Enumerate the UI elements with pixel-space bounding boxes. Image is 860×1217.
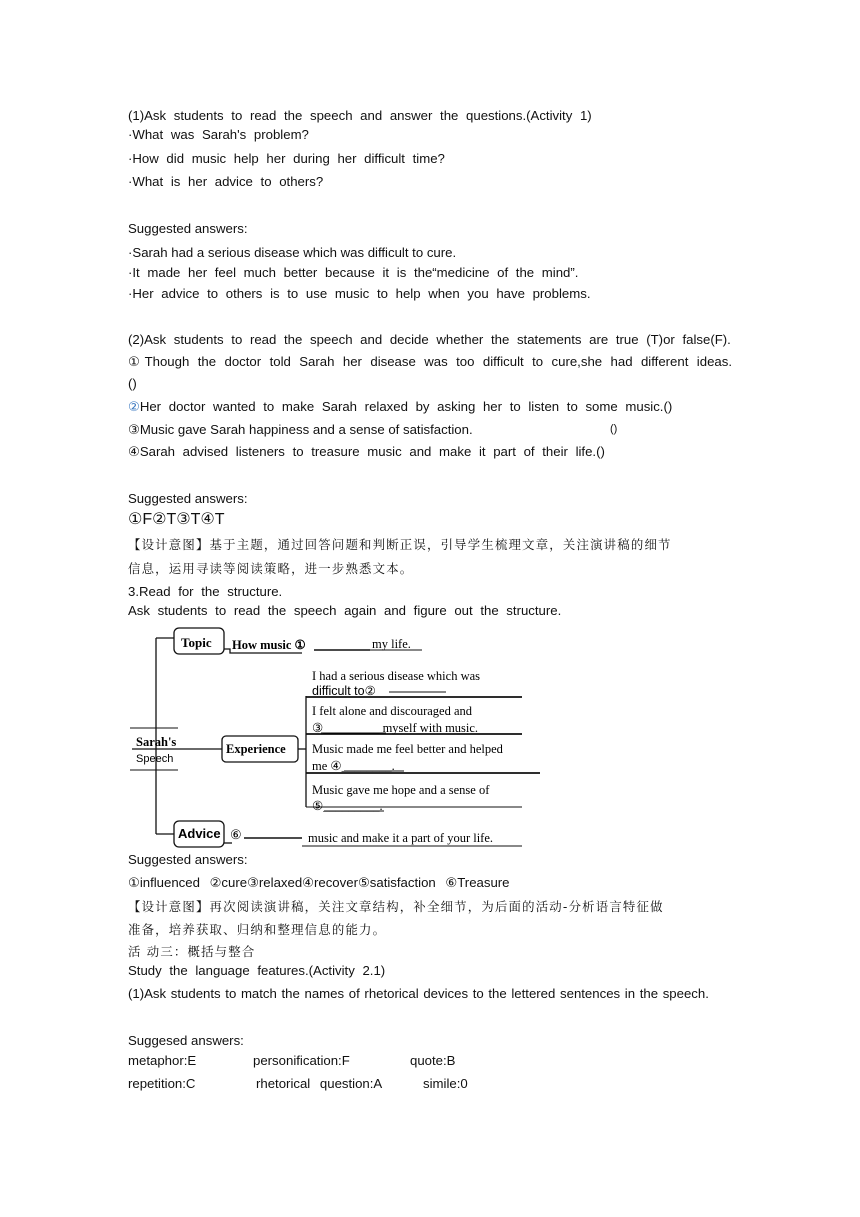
statement-2-number: ② xyxy=(128,399,140,414)
statement-1-paren: () xyxy=(128,376,137,391)
statement-1: ①Though the doctor told Sarah her disease was too difficult to cure,she had different ideas. xyxy=(128,354,732,369)
statement-3-paren: () xyxy=(610,423,618,435)
activity2-instruction: (2)Ask students to read the speech and decide whether the statements are true (T)or false(F). xyxy=(128,332,731,347)
exp1-line1: I had a serious disease which was xyxy=(312,669,481,683)
rhetoric-answer-quote: quote:B xyxy=(410,1053,456,1068)
answer-3: ·Her advice to others is to use music to help when you have problems. xyxy=(128,286,591,301)
exp1-line2: difficult to② xyxy=(312,684,376,698)
answers-heading-2: Suggested answers: xyxy=(128,491,248,506)
experience-label: Experience xyxy=(226,742,286,756)
answers-structure: ①influenced ②cure③relaxed④recover⑤satisfaction ⑥Treasure xyxy=(128,875,510,890)
design-intent-1-line2: 信息，运用寻读等阅读策略，进一步熟悉文本。 xyxy=(128,561,414,576)
exp4-line2: ⑤_________. xyxy=(312,799,383,813)
question-1: ·What was Sarah's problem? xyxy=(128,127,309,142)
answer-2: ·It made her feel much better because it is the“medicine of the mind”. xyxy=(128,265,579,280)
activity3-heading: 活 动三：概括与整合 xyxy=(128,944,256,959)
answers-heading-1: Suggested answers: xyxy=(128,221,248,236)
rhetoric-answer-repetition: repetition:C xyxy=(128,1076,196,1091)
exp2-line2: ③_________ myself with music. xyxy=(312,721,479,735)
rhetoric-answer-personification: personification:F xyxy=(253,1053,350,1068)
answer-1: ·Sarah had a serious disease which was difficult to cure. xyxy=(128,245,457,260)
exp3-line1: Music made me feel better and helped xyxy=(312,742,503,756)
root-line1: Sarah's xyxy=(136,735,177,749)
root-line2: Speech xyxy=(136,753,174,765)
answers-heading-4: Suggesed answers: xyxy=(128,1033,244,1048)
activity1-instruction: (1)Ask students to read the speech and answer the questions.(Activity 1) xyxy=(128,108,592,123)
exp3-line2: me ④________. xyxy=(312,759,395,773)
advice-label: Advice xyxy=(178,826,221,841)
rhetoric-answer-question: rhetorical question:A xyxy=(256,1076,383,1091)
design-intent-2-line1: 【设计意图】再次阅读演讲稿，关注文章结构，补全细节，为后面的活动-分析语言特征做 xyxy=(128,899,664,914)
exp2-line1: I felt alone and discouraged and xyxy=(312,704,473,718)
topic-text-before: How music ① xyxy=(232,638,306,652)
structure-diagram xyxy=(126,624,546,848)
structure-heading: 3.Read for the structure. xyxy=(128,584,283,599)
statement-2-text: Her doctor wanted to make Sarah relaxed by asking her to listen to some music.() xyxy=(139,399,673,414)
structure-instruction: Ask students to read the speech again and figure out the structure. xyxy=(128,603,562,618)
design-intent-2-line2: 准备，培养获取、归纳和整理信息的能力。 xyxy=(128,922,387,937)
exp4-line1: Music gave me hope and a sense of xyxy=(312,783,490,797)
statement-4: ④Sarah advised listeners to treasure music and make it part of their life.() xyxy=(128,444,605,459)
answers-heading-3: Suggested answers: xyxy=(128,852,248,867)
activity3-instruction: (1)Ask students to match the names of rhetorical devices to the lettered sentences in the speech. xyxy=(128,986,709,1001)
rhetoric-answer-simile: simile:0 xyxy=(423,1076,468,1091)
statement-2 xyxy=(128,398,672,415)
topic-label: Topic xyxy=(181,635,212,650)
advice-number: ⑥ xyxy=(230,827,242,842)
question-3: ·What is her advice to others? xyxy=(128,174,324,189)
activity3-subheading: Study the language features.(Activity 2.1) xyxy=(128,963,386,978)
question-2: ·How did music help her during her difficult time? xyxy=(128,151,445,166)
rhetoric-answer-metaphor: metaphor:E xyxy=(128,1053,197,1068)
advice-text: music and make it a part of your life. xyxy=(308,831,494,845)
topic-text-after: my life. xyxy=(372,637,411,651)
answers-tf: ①F②T③T④T xyxy=(128,511,225,528)
design-intent-1-line1: 【设计意图】基于主题，通过回答问题和判断正误，引导学生梳理文章，关注演讲稿的细节 xyxy=(128,537,672,552)
statement-3: ③Music gave Sarah happiness and a sense of satisfaction. xyxy=(128,422,473,437)
